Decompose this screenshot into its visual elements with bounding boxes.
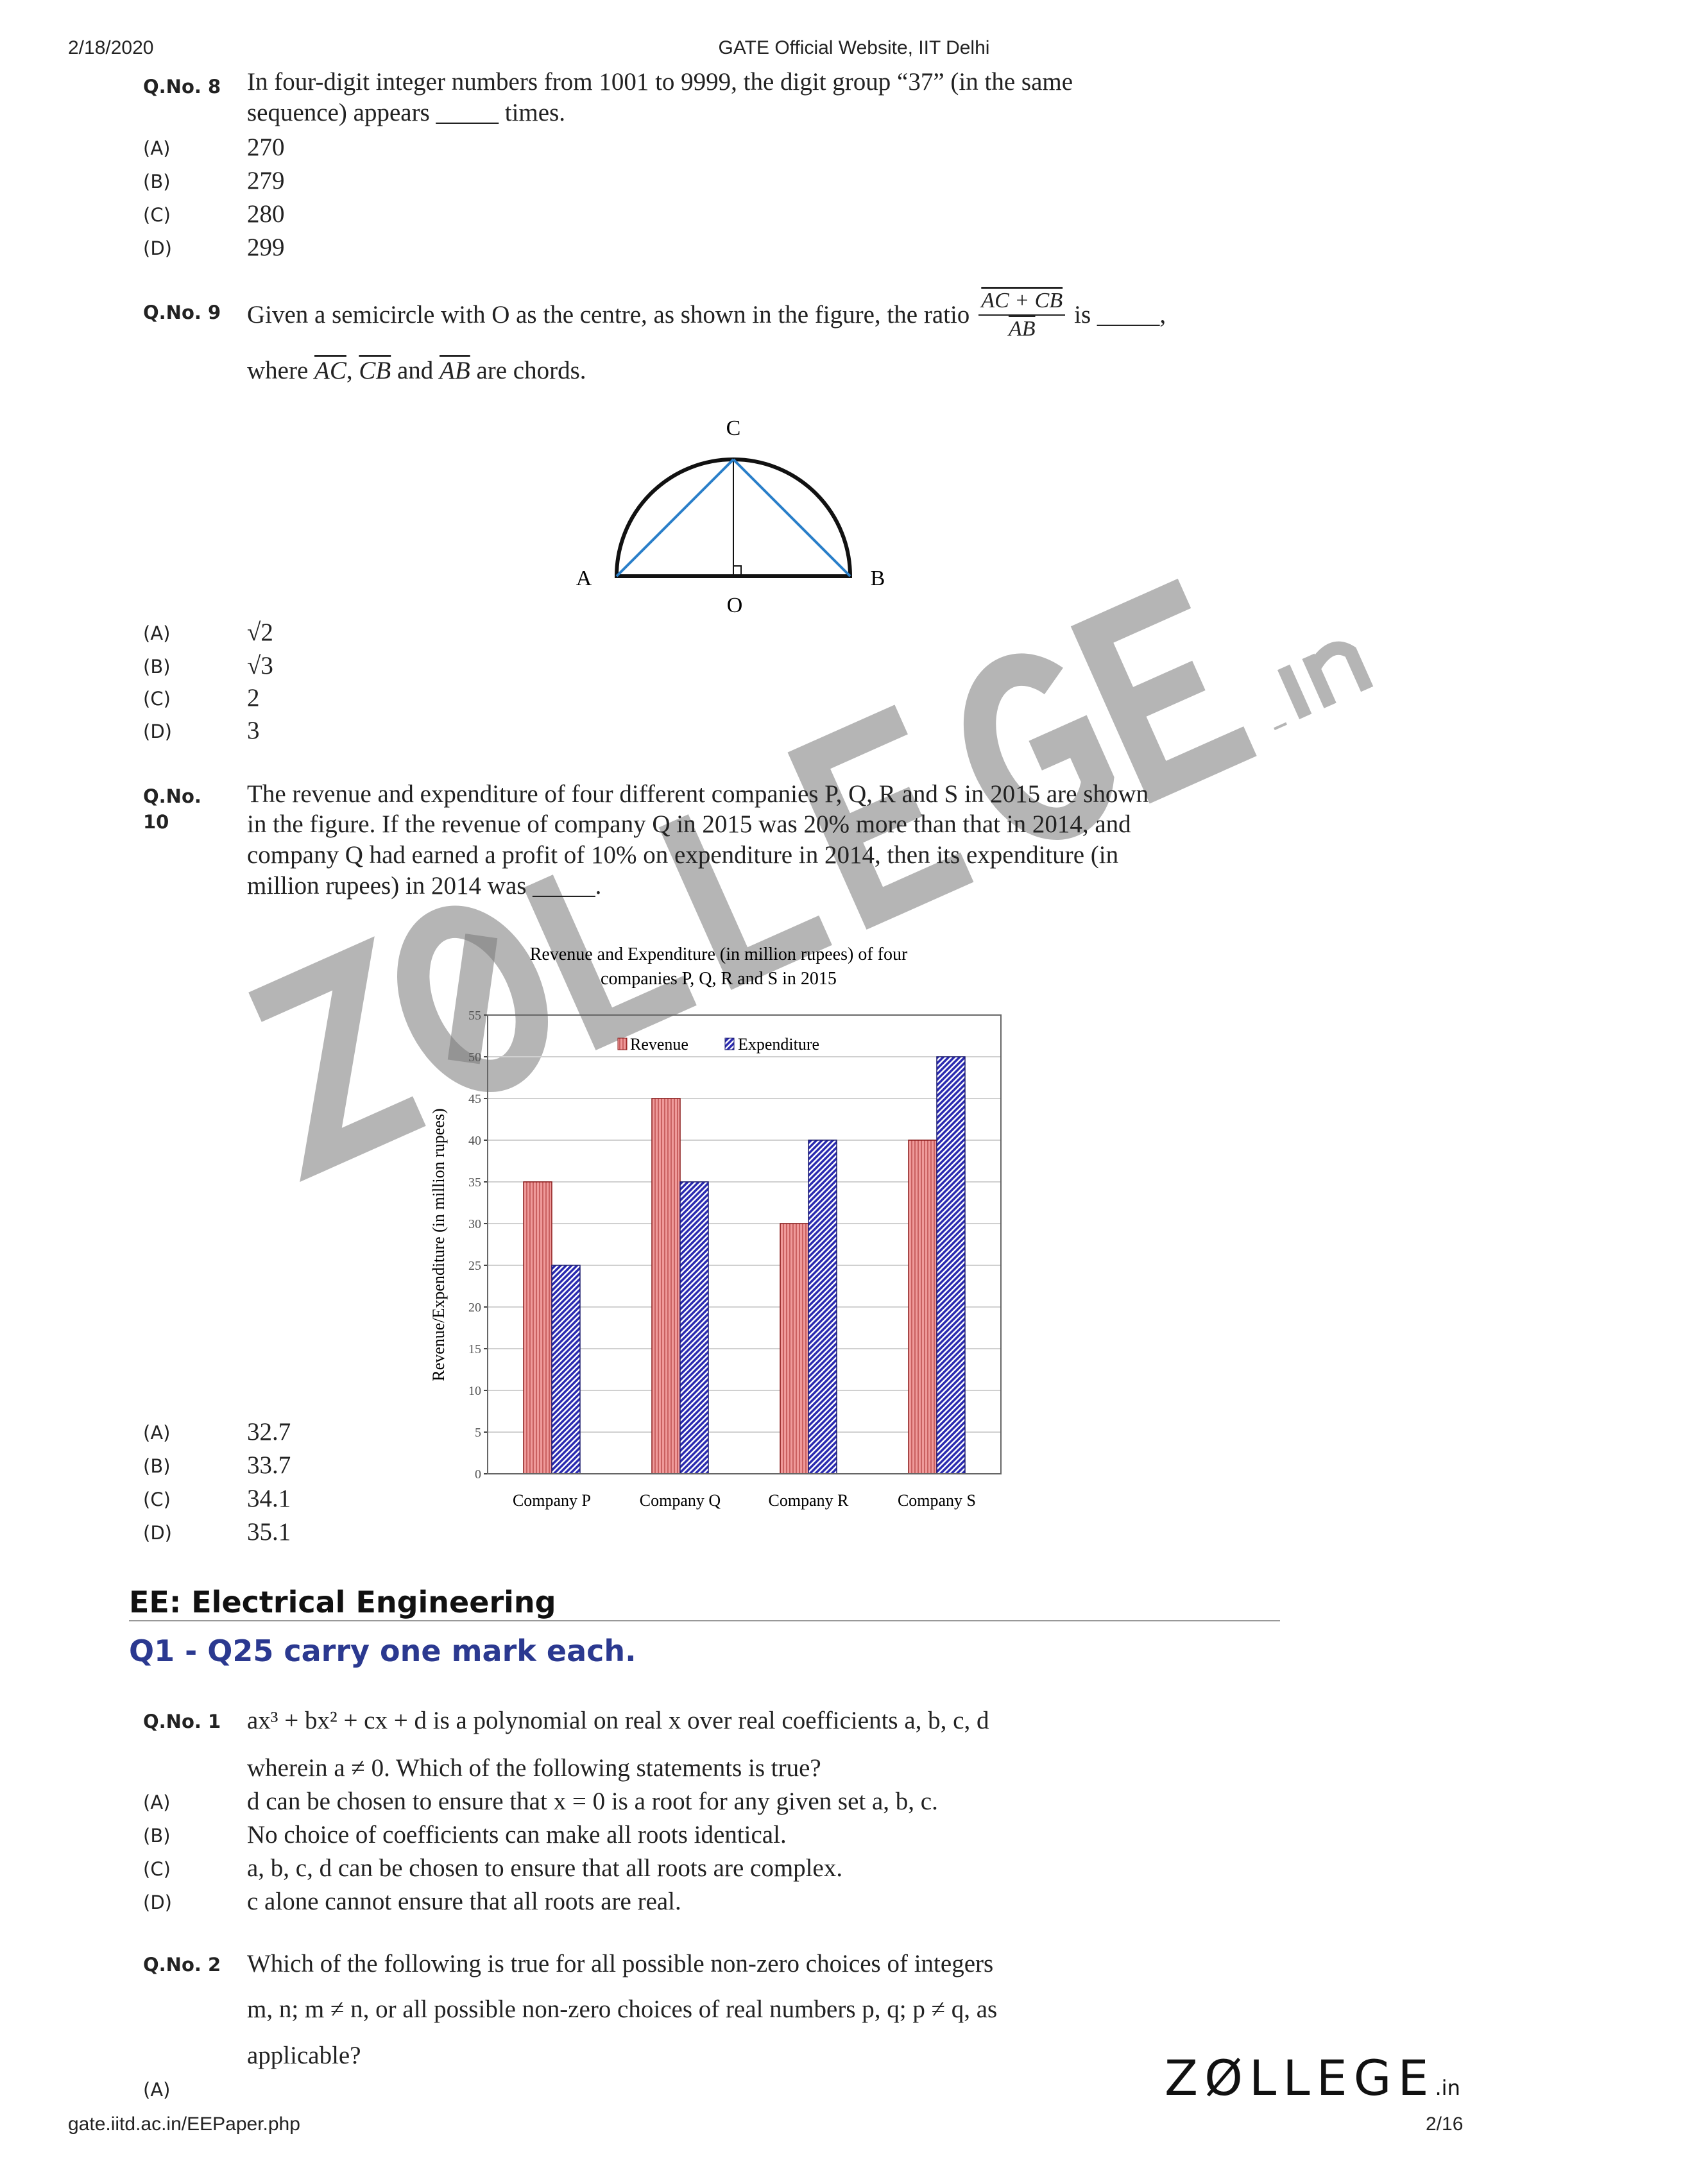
option-key: (B)	[143, 1825, 171, 1847]
question-number: Q.No. 8	[143, 76, 221, 98]
y-tick-label: 30	[468, 1217, 481, 1231]
chord-ab: $\overline{AB}$	[440, 357, 470, 384]
question-text-line2: where $\overline{AC}$, $\overline{CB}$ and $\overline{AB}$ are chords.	[247, 357, 586, 384]
question-text: Given a semicircle with O as the centre, as shown in the figure, the ratio	[247, 301, 970, 329]
bar-expenditure-company-s	[937, 1057, 965, 1474]
question-number: 10	[143, 811, 169, 833]
logo-text: ZØLLEGE	[1165, 2049, 1435, 2106]
y-tick-label: 10	[468, 1384, 481, 1398]
chart-title-line1: Revenue and Expenditure (in million rupees) of four	[529, 944, 908, 964]
page-number: 2/16	[1426, 2114, 1464, 2135]
page-header-title: GATE Official Website, IIT Delhi	[718, 37, 990, 58]
question-text: Which of the following is true for all possible non-zero choices of integers	[247, 1950, 994, 1977]
option-text: 270	[247, 133, 285, 161]
y-tick-label: 45	[468, 1092, 481, 1106]
text: where	[247, 357, 309, 384]
fraction-numerator: AC + CB	[978, 287, 1065, 316]
bar-revenue-company-q	[652, 1098, 680, 1474]
option-key: (B)	[143, 1455, 171, 1477]
option-text: 33.7	[247, 1451, 291, 1479]
label-c: C	[726, 416, 741, 440]
x-tick-label: Company R	[768, 1491, 849, 1510]
fraction-denominator: AB	[1008, 317, 1036, 341]
ratio-fraction	[978, 287, 1065, 343]
legend-swatch-expenditure	[725, 1038, 734, 1050]
logo-suffix: .in	[1435, 2076, 1460, 2100]
zollege-logo	[1165, 2051, 1460, 2115]
text: and	[397, 357, 434, 384]
legend	[618, 1035, 819, 1054]
text: are chords.	[476, 357, 586, 384]
label-b: B	[870, 567, 885, 590]
question-text: wherein a ≠ 0. Which of the following statements is true?	[247, 1754, 821, 1782]
bar-expenditure-company-q	[680, 1182, 708, 1474]
bar-chart	[411, 924, 1027, 1510]
option-key: (B)	[143, 656, 171, 678]
option-text: 34.1	[247, 1485, 291, 1512]
option-key: (C)	[143, 204, 171, 226]
watermark-letter-e	[1092, 594, 1250, 782]
y-tick-label: 0	[475, 1467, 481, 1482]
bar-revenue-company-r	[780, 1224, 808, 1474]
semicircle-figure	[552, 398, 911, 629]
option-key: (A)	[143, 1422, 171, 1444]
option-text: c alone cannot ensure that all roots are real.	[247, 1888, 681, 1915]
question-text: million rupees) in 2014 was _____.	[247, 872, 602, 900]
legend-label-revenue: Revenue	[630, 1035, 688, 1054]
y-tick-label: 15	[468, 1342, 481, 1356]
option-key: (D)	[143, 1892, 172, 1913]
option-key: (C)	[143, 1489, 171, 1510]
question-text: ax³ + bx² + cx + d is a polynomial on real x over real coefficients a, b, c, d	[247, 1707, 989, 1734]
option-key: (C)	[143, 688, 171, 710]
question-number: Q.No. 2	[143, 1954, 221, 1976]
option-key: (A)	[143, 2079, 171, 2101]
option-text: d can be chosen to ensure that x = 0 is a root for any given set a, b, c.	[247, 1788, 938, 1815]
question-number: Q.No.	[143, 785, 201, 807]
y-tick-label: 25	[468, 1259, 481, 1273]
legend-label-expenditure: Expenditure	[738, 1035, 820, 1054]
print-date: 2/18/2020	[68, 37, 154, 58]
option-key: (A)	[143, 1791, 171, 1813]
x-tick-label: Company S	[897, 1491, 977, 1510]
question-text: company Q had earned a profit of 10% on expenditure in 2014, then its expenditure (in	[247, 841, 1119, 869]
question-number: Q.No. 1	[143, 1711, 221, 1732]
question-text: applicable?	[247, 2042, 361, 2069]
question-text: in the figure. If the revenue of company Q in 2015 was 20% more than that in 2014, and	[247, 810, 1131, 838]
option-text: √2	[247, 619, 273, 646]
option-key: (A)	[143, 137, 171, 159]
chord-ac: $\overline{AC}$	[314, 357, 346, 384]
option-text: a, b, c, d can be chosen to ensure that all roots are complex.	[247, 1854, 843, 1882]
question-text: In four-digit integer numbers from 1001 to 9999, the digit group “37” (in the same	[247, 68, 1073, 96]
question-number: Q.No. 9	[143, 302, 221, 323]
section-divider	[129, 1620, 1280, 1621]
legend-swatch-revenue	[618, 1038, 627, 1050]
option-text: 280	[247, 200, 285, 228]
option-text: 35.1	[247, 1518, 291, 1546]
option-key: (B)	[143, 171, 171, 192]
option-text: 32.7	[247, 1418, 291, 1446]
bar-revenue-company-p	[524, 1182, 552, 1474]
label-o: O	[726, 594, 743, 617]
question-text: is _____,	[1074, 301, 1166, 329]
y-tick-label: 20	[468, 1301, 481, 1315]
question-text-line1	[247, 287, 1166, 343]
option-key: (C)	[143, 1858, 171, 1880]
watermark-suffix-in	[1259, 640, 1367, 728]
section-title: EE: Electrical Engineering	[129, 1585, 556, 1619]
y-tick-label: 5	[475, 1426, 481, 1440]
option-text: 299	[247, 234, 285, 261]
option-text: 2	[247, 684, 260, 712]
bar-expenditure-company-p	[552, 1265, 580, 1474]
option-key: (D)	[143, 237, 172, 259]
question-text: sequence) appears _____ times.	[247, 99, 565, 126]
option-key: (A)	[143, 622, 171, 644]
question-text: m, n; m ≠ n, or all possible non-zero choices of real numbers p, q; p ≠ q, as	[247, 1995, 998, 2023]
y-tick-label: 55	[468, 1009, 481, 1023]
question-text: The revenue and expenditure of four different companies P, Q, R and S in 2015 are shown	[247, 780, 1149, 808]
section-subtitle: Q1 - Q25 carry one mark each.	[129, 1634, 636, 1668]
footer-url: gate.iitd.ac.in/EEPaper.php	[68, 2114, 300, 2135]
y-tick-label: 50	[468, 1050, 481, 1064]
y-axis-label: Revenue/Expenditure (in million rupees)	[429, 1108, 448, 1381]
chart-title-line2: companies P, Q, R and S in 2015	[601, 969, 837, 989]
option-text: 3	[247, 717, 260, 744]
x-tick-label: Company Q	[639, 1491, 721, 1510]
x-tick-label: Company P	[512, 1491, 592, 1510]
watermark-letter-z	[255, 963, 420, 1155]
bar-revenue-company-s	[909, 1140, 937, 1474]
y-tick-label: 35	[468, 1175, 481, 1190]
chord-cb: $\overline{CB}$	[359, 357, 391, 384]
option-key: (D)	[143, 721, 172, 742]
option-text: No choice of coefficients can make all roots identical.	[247, 1821, 787, 1849]
option-text: √3	[247, 652, 273, 679]
option-text: 279	[247, 167, 285, 194]
label-a: A	[576, 567, 592, 590]
y-tick-label: 40	[468, 1134, 481, 1148]
option-key: (D)	[143, 1522, 172, 1544]
bar-expenditure-company-r	[808, 1140, 837, 1474]
